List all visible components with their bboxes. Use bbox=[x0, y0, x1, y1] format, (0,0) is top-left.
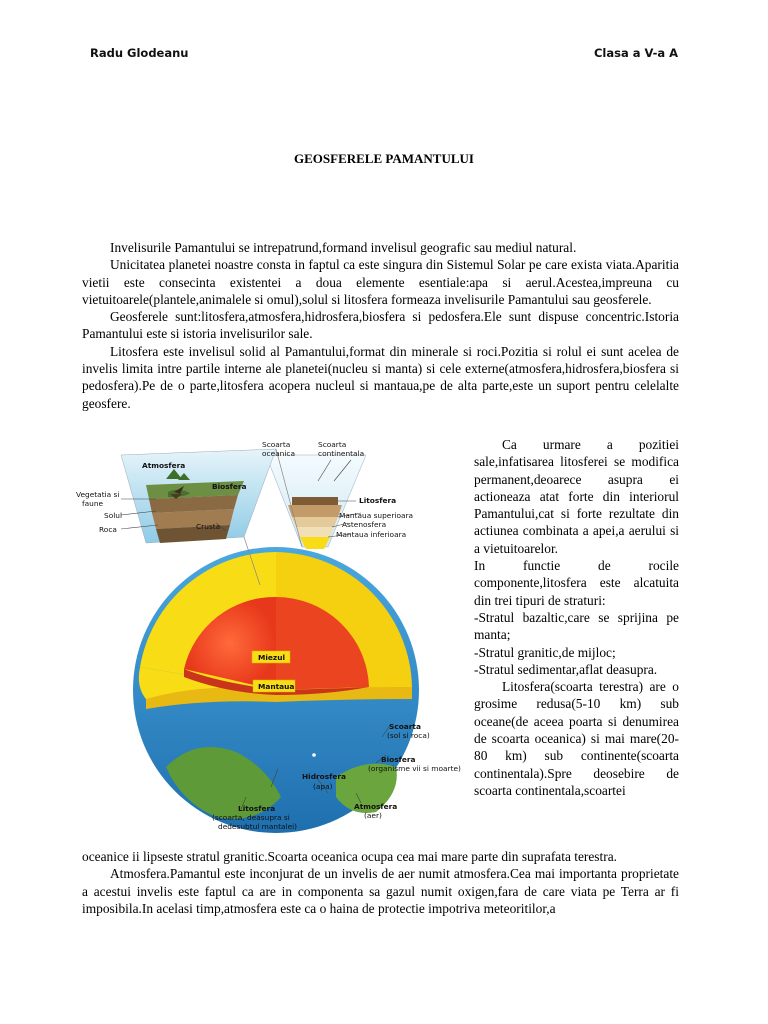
label-litosfera-desc-1: (scoarta, deasupra si bbox=[212, 813, 290, 822]
label-mantaua: Mantaua bbox=[258, 682, 295, 691]
label-faune: faune bbox=[82, 499, 104, 508]
right-paragraph-3: Litosfera(scoarta terestra) are o grosime redusa(5-10 km) sub oceane(de aceea poarta si denumirea de scoarta oceanica) si mai mare(20-80 km) sub continente(scoarta continentala).Spre deosebire de scoarta continentala,scoartei bbox=[474, 679, 679, 798]
bullet-granitic: -Stratul granitic,de mijloc; bbox=[474, 644, 616, 660]
label-organisme: (organisme vii si moarte) bbox=[368, 764, 461, 773]
label-litosfera-desc-2: dedesubtul mantalei) bbox=[218, 822, 298, 831]
label-scoarta: Scoarta bbox=[389, 722, 421, 731]
label-solul: Solul bbox=[104, 511, 123, 520]
label-biosfera-2: Biosfera bbox=[381, 755, 416, 764]
bullet-bazaltic: -Stratul bazaltic,care se sprijina pe manta; bbox=[474, 609, 679, 643]
bottom-paragraphs bbox=[82, 848, 679, 917]
label-biosfera: Biosfera bbox=[212, 482, 247, 491]
label-miezul: Miezul bbox=[258, 653, 285, 662]
label-mantaua-superioara: Mantaua superioara bbox=[339, 511, 414, 520]
label-sol-si-roca: (sol si roca) bbox=[387, 731, 430, 740]
label-hidrosfera: Hidrosfera bbox=[302, 772, 346, 781]
label-atmosfera-2: Atmosfera bbox=[354, 802, 398, 811]
bullet-sedimentar: -Stratul sedimentar,aflat deasupra. bbox=[474, 661, 658, 677]
right-column-text bbox=[474, 436, 679, 799]
label-litosfera: Litosfera bbox=[359, 496, 397, 505]
document-title: GEOSFERELE PAMANTULUI bbox=[294, 151, 474, 166]
label-scoarta-continentala-2: continentala bbox=[318, 449, 365, 458]
label-scoarta-continentala-1: Scoarta bbox=[318, 440, 347, 449]
label-vegetatia: Vegetatia si bbox=[76, 490, 120, 499]
paragraph-4: Litosfera este invelisul solid al Pamantului,format din minerale si roci.Pozitia si rolul ei sunt acelea de invelis limita intre partile interne ale planetei(nucleu si manta) si cele externe(atmosfera,hidrosfera,biosfera si pedosfera).Pe de o parte,litosfera acopera nucleul si mantaua,pe de alta parte,este un suport pentru celelalte geosfere. bbox=[82, 343, 679, 411]
label-apa: (apa) bbox=[313, 782, 333, 791]
intro-paragraphs bbox=[82, 239, 679, 412]
label-scoarta-oceanica-2: oceanica bbox=[262, 449, 295, 458]
paragraph-1: Invelisurile Pamantului se intrepatrund,formand invelisul geografic sau mediul natural. bbox=[110, 240, 577, 255]
paragraph-atmosfera: Atmosfera.Pamantul este inconjurat de un invelis de aer numit atmosfera.Cea mai importanta proprietate a acestui invelis este faptul ca are in componenta sa gazul numit oxigen,fara de care viata pe Terra ar fi imposibila.In acelasi timp,atmosfera este ca o haina de protectie impotriva meteoritilor,a bbox=[82, 866, 679, 916]
paragraph-continuation: oceanice ii lipseste stratul granitic.Scoarta oceanica ocupa cea mai mare parte din suprafata terestra. bbox=[82, 849, 617, 864]
paragraph-2: Unicitatea planetei noastre consta in faptul ca este singura din Sistemul Solar pe care exista viata.Aparitia vietii este consecinta existentei a doua elemente esentiale:apa si aerul.Acestea,impreuna cu vietuitoarele(plantele,animalele si omul),solul si litosfera formeaza invelisurile Pamantului sau geosferele. bbox=[82, 257, 679, 307]
author-name: Radu Glodeanu bbox=[90, 46, 189, 60]
label-mantaua-inferioara: Mantaua inferioara bbox=[336, 530, 407, 539]
paragraph-3: Geosferele sunt:litosfera,atmosfera,hidrosfera,biosfera si pedosfera.Ele sunt dispuse concentric.Istoria Pamantului este si istoria invelisurilor sale. bbox=[82, 309, 679, 342]
label-litosfera-2: Litosfera bbox=[238, 804, 276, 813]
geosphere-diagram bbox=[66, 437, 470, 837]
label-atmosfera: Atmosfera bbox=[142, 461, 186, 470]
label-astenosfera: Astenosfera bbox=[342, 520, 387, 529]
right-paragraph-2: In functie de rocile componente,litosfera este alcatuita din trei tipuri de straturi: bbox=[474, 558, 679, 608]
label-crusta: Crusta bbox=[196, 522, 221, 531]
label-scoarta-oceanica-1: Scoarta bbox=[262, 440, 291, 449]
class-label: Clasa a V-a A bbox=[593, 46, 678, 60]
label-roca: Roca bbox=[99, 525, 117, 534]
right-paragraph-1: Ca urmare a pozitiei sale,infatisarea litosferei se modifica permanent,deoarece asupra ei actioneaza atat forte din interiorul Pamantului,cat si forte rezultate din actiunea combinata a apei,a aerului si a vietuitoarelor. bbox=[474, 437, 679, 556]
label-aer: (aer) bbox=[364, 811, 382, 820]
